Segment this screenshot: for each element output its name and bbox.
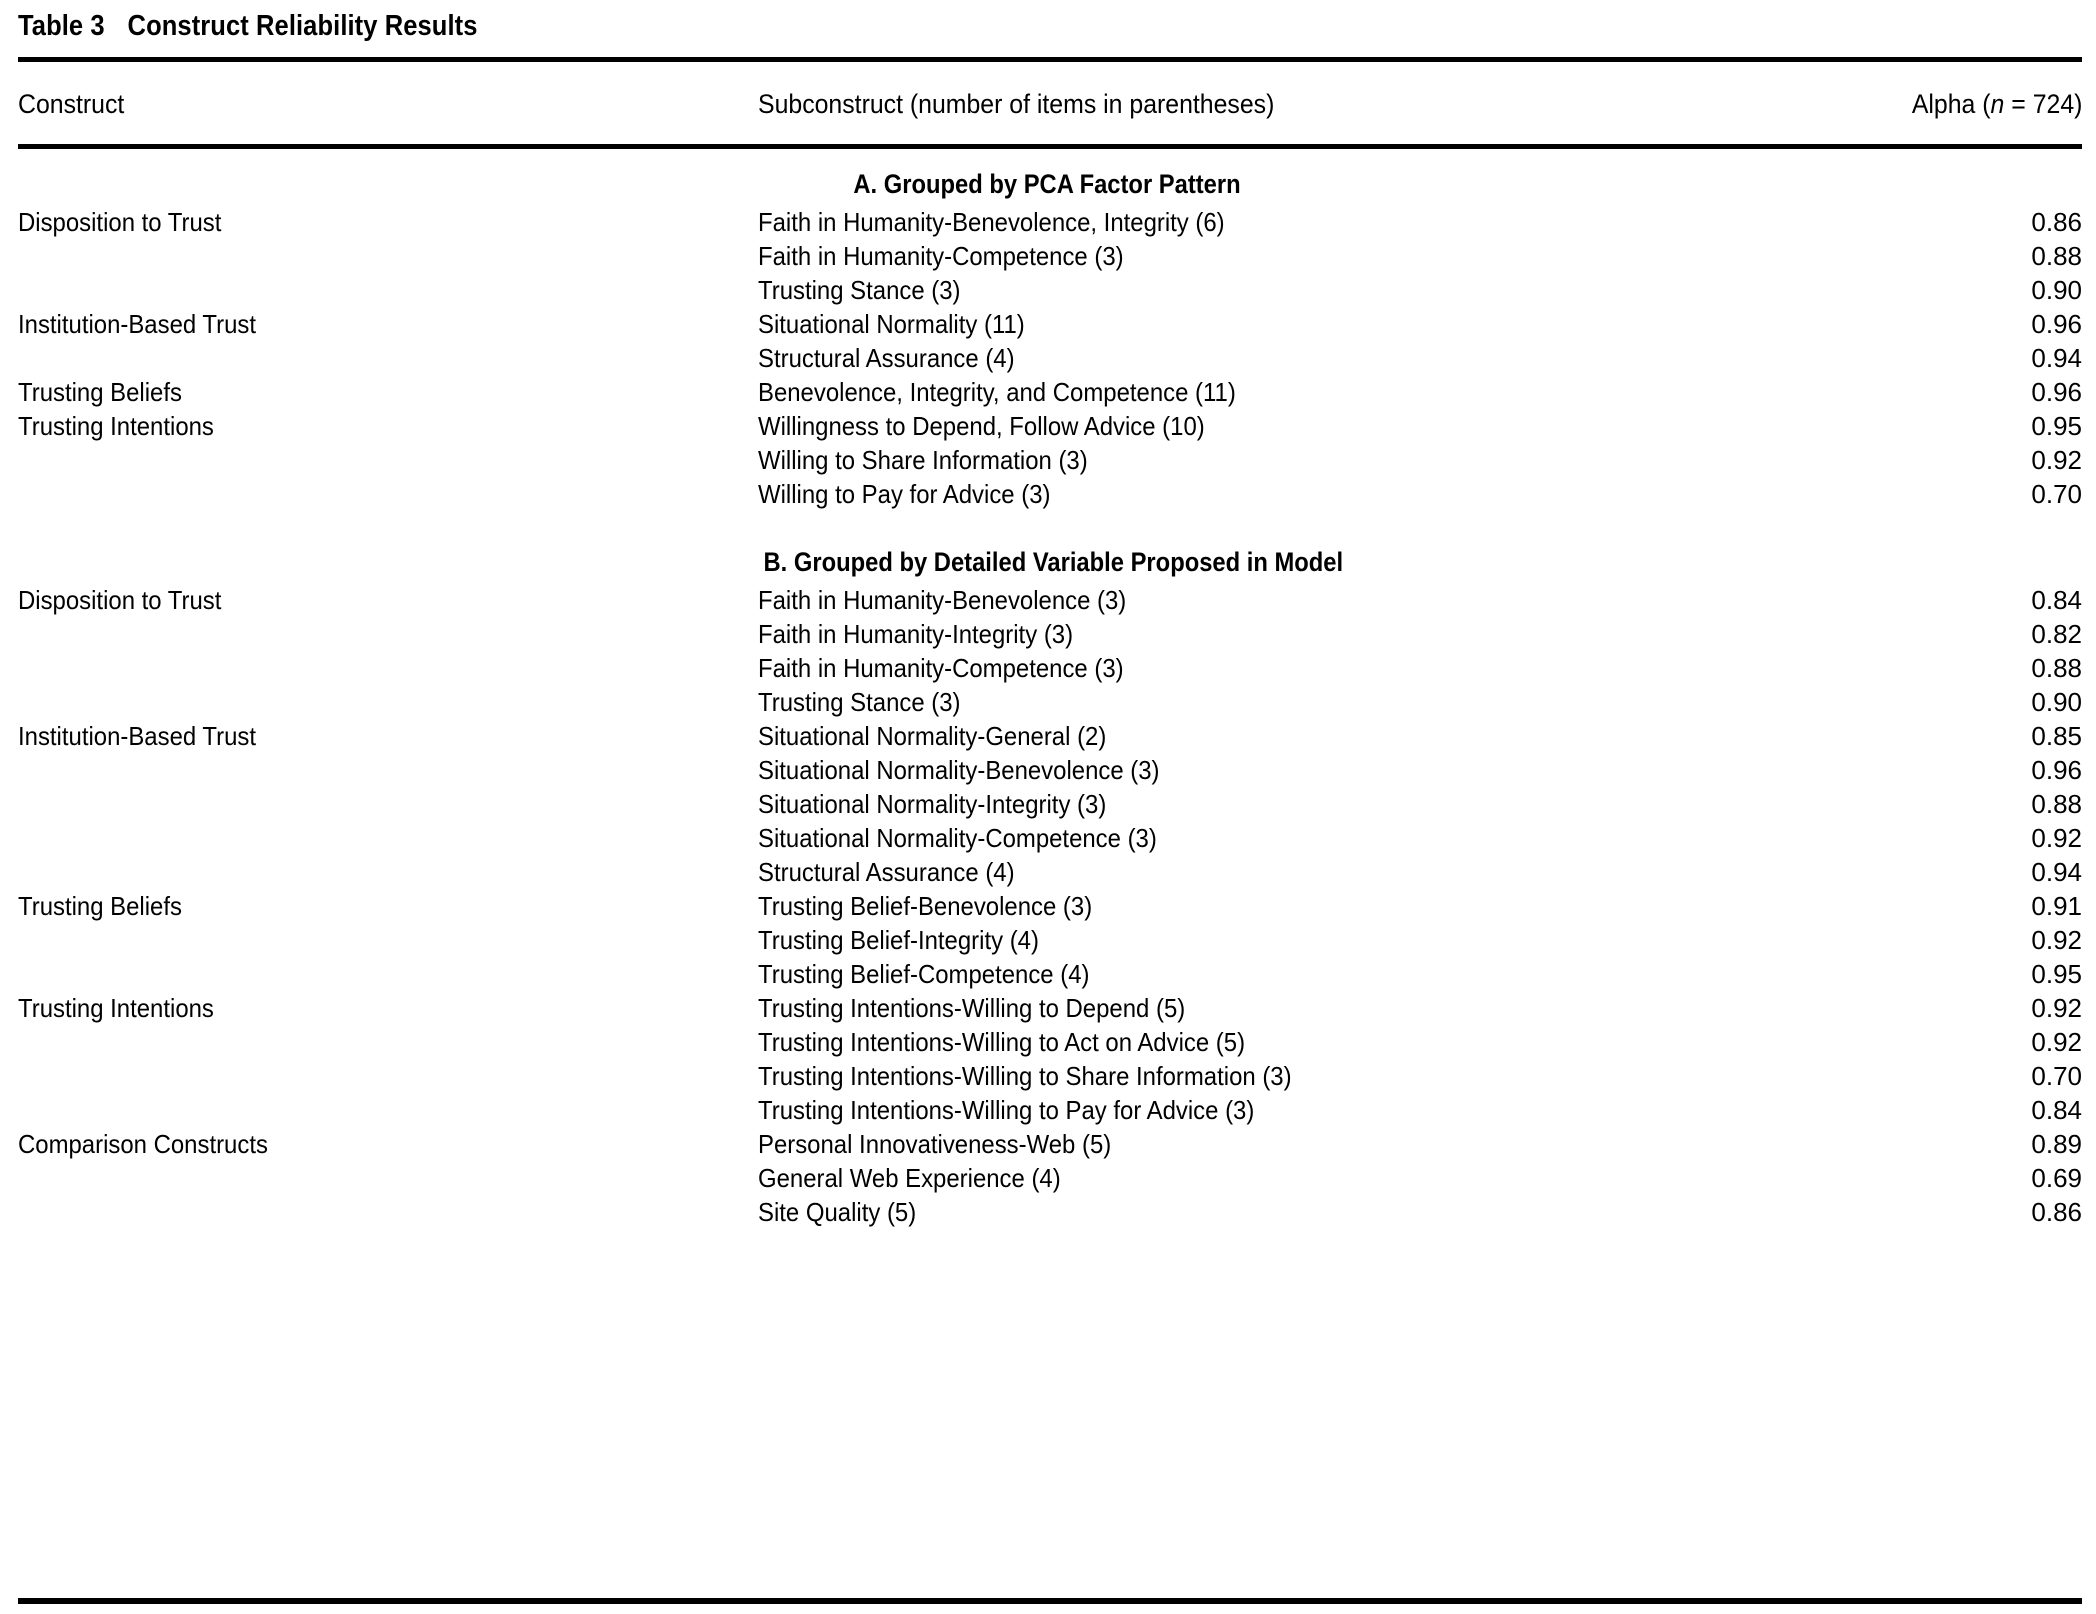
cell-group-right [758,617,2082,651]
cell-alpha: 0.70 [2031,1061,2082,1091]
cell-group-right [758,923,2082,957]
column-header-row [18,62,2082,144]
cell-subconstruct: Situational Normality-Integrity (3) [758,789,1107,819]
table-row [18,787,2082,821]
table-row [18,753,2082,787]
cell-group-right [758,273,2082,307]
cell-alpha: 0.92 [2031,925,2082,955]
cell-alpha: 0.88 [2031,241,2082,271]
cell-group-right [758,821,2082,855]
cell-group-right [758,205,2082,239]
cell-construct: Trusting Intentions [18,411,214,441]
cell-group-right [758,719,2082,753]
table-row [18,375,2082,409]
cell-group-right [758,1025,2082,1059]
cell-group-right [758,307,2082,341]
cell-group-right [758,443,2082,477]
cell-group-right [758,753,2082,787]
cell-subconstruct: Trusting Intentions-Willing to Pay for Advice (3) [758,1095,1255,1125]
cell-alpha: 0.86 [2031,1197,2082,1227]
column-header-construct: Construct [18,89,125,119]
cell-subconstruct: Trusting Intentions-Willing to Share Information (3) [758,1061,1292,1091]
cell-subconstruct: Faith in Humanity-Benevolence, Integrity (6) [758,207,1225,237]
table-row [18,821,2082,855]
cell-subconstruct: Willing to Pay for Advice (3) [758,479,1051,509]
cell-construct: Institution-Based Trust [18,309,256,339]
table-row [18,239,2082,273]
table-row [18,1127,2082,1161]
table-row [18,1195,2082,1229]
cell-group-right [758,409,2082,443]
table-row [18,651,2082,685]
cell-alpha: 0.95 [2031,959,2082,989]
table-row [18,719,2082,753]
table-row [18,957,2082,991]
cell-subconstruct: Personal Innovativeness-Web (5) [758,1129,1112,1159]
table-row [18,889,2082,923]
cell-alpha: 0.88 [2031,653,2082,683]
cell-alpha: 0.90 [2031,275,2082,305]
panel-heading-label: A. Grouped by PCA Factor Pattern [853,169,1241,199]
cell-group-right [758,685,2082,719]
cell-construct: Disposition to Trust [18,585,222,615]
cell-subconstruct: General Web Experience (4) [758,1163,1061,1193]
table-row [18,991,2082,1025]
cell-alpha: 0.95 [2031,411,2082,441]
panel-heading-label: B. Grouped by Detailed Variable Proposed in Model [763,547,1343,577]
cell-subconstruct: Structural Assurance (4) [758,857,1015,887]
table-row [18,273,2082,307]
panel-heading-wrap [18,149,2082,205]
table-row [18,443,2082,477]
cell-subconstruct: Benevolence, Integrity, and Competence (11) [758,377,1236,407]
table-row [18,1025,2082,1059]
table-row [18,1093,2082,1127]
alpha-n-italic: n [1990,89,2004,119]
cell-alpha: 0.70 [2031,479,2082,509]
cell-alpha: 0.92 [2031,445,2082,475]
cell-subconstruct: Structural Assurance (4) [758,343,1015,373]
cell-construct: Trusting Intentions [18,993,214,1023]
cell-subconstruct: Situational Normality (11) [758,309,1025,339]
cell-subconstruct: Situational Normality-Competence (3) [758,823,1157,853]
cell-group-right [758,1195,2082,1229]
cell-alpha: 0.84 [2031,1095,2082,1125]
cell-alpha: 0.90 [2031,687,2082,717]
table-row [18,583,2082,617]
cell-group-right [758,477,2082,511]
cell-group-right [758,957,2082,991]
panel-heading-wrap [18,511,2082,583]
cell-subconstruct: Trusting Belief-Competence (4) [758,959,1090,989]
table-row [18,855,2082,889]
cell-alpha: 0.96 [2031,377,2082,407]
cell-construct: Disposition to Trust [18,207,222,237]
table-title: Construct Reliability Results [127,10,478,42]
cell-alpha: 0.94 [2031,343,2082,373]
cell-subconstruct: Situational Normality-General (2) [758,721,1107,751]
cell-subconstruct: Trusting Belief-Benevolence (3) [758,891,1093,921]
table-row [18,1161,2082,1195]
column-header-alpha [1911,91,2082,118]
table-number: Table 3 [18,10,105,42]
cell-group-right [758,1059,2082,1093]
cell-subconstruct: Situational Normality-Benevolence (3) [758,755,1160,785]
cell-subconstruct: Trusting Belief-Integrity (4) [758,925,1039,955]
cell-alpha: 0.88 [2031,789,2082,819]
cell-subconstruct: Faith in Humanity-Benevolence (3) [758,585,1127,615]
column-header-subconstruct: Subconstruct (number of items in parentheses) [758,89,1275,119]
cell-alpha: 0.84 [2031,585,2082,615]
panel-heading [18,171,2082,198]
cell-alpha: 0.89 [2031,1129,2082,1159]
table-row [18,1059,2082,1093]
cell-group-right [758,1127,2082,1161]
cell-subconstruct: Willingness to Depend, Follow Advice (10) [758,411,1205,441]
table-row [18,409,2082,443]
cell-alpha: 0.96 [2031,309,2082,339]
cell-alpha: 0.85 [2031,721,2082,751]
table-row [18,685,2082,719]
cell-alpha: 0.92 [2031,1027,2082,1057]
cell-group-right [758,341,2082,375]
cell-subconstruct: Trusting Stance (3) [758,687,961,717]
table-body [18,149,2082,1229]
cell-alpha: 0.82 [2031,619,2082,649]
table-row [18,205,2082,239]
cell-construct: Trusting Beliefs [18,377,182,407]
table-row [18,341,2082,375]
cell-alpha: 0.86 [2031,207,2082,237]
cell-subconstruct: Trusting Intentions-Willing to Depend (5) [758,993,1186,1023]
cell-construct: Trusting Beliefs [18,891,182,921]
cell-subconstruct: Willing to Share Information (3) [758,445,1088,475]
rule-bottom [18,1598,2082,1604]
cell-alpha: 0.92 [2031,823,2082,853]
cell-alpha: 0.94 [2031,857,2082,887]
cell-alpha: 0.96 [2031,755,2082,785]
cell-group-right [758,583,2082,617]
cell-alpha: 0.92 [2031,993,2082,1023]
alpha-suffix: = 724) [2003,89,2082,119]
cell-group-right [758,1093,2082,1127]
cell-subconstruct: Trusting Intentions-Willing to Act on Advice (5) [758,1027,1246,1057]
cell-group-right [758,787,2082,821]
alpha-prefix: Alpha ( [1911,89,1991,119]
cell-group-right [758,375,2082,409]
table-row [18,307,2082,341]
cell-group-right [758,1161,2082,1195]
cell-group-right [758,239,2082,273]
cell-alpha: 0.91 [2031,891,2082,921]
panel-heading [18,549,2082,576]
cell-group-right [758,889,2082,923]
cell-group-right [758,855,2082,889]
cell-group-right [758,651,2082,685]
cell-subconstruct: Faith in Humanity-Competence (3) [758,241,1124,271]
cell-alpha: 0.69 [2031,1163,2082,1193]
cell-subconstruct: Faith in Humanity-Integrity (3) [758,619,1074,649]
cell-group-right [758,991,2082,1025]
cell-construct: Institution-Based Trust [18,721,256,751]
cell-subconstruct: Faith in Humanity-Competence (3) [758,653,1124,683]
cell-subconstruct: Trusting Stance (3) [758,275,961,305]
table-row [18,477,2082,511]
table-caption [18,0,1834,41]
cell-construct: Comparison Constructs [18,1129,268,1159]
cell-subconstruct: Site Quality (5) [758,1197,917,1227]
table-row [18,617,2082,651]
table-row [18,923,2082,957]
